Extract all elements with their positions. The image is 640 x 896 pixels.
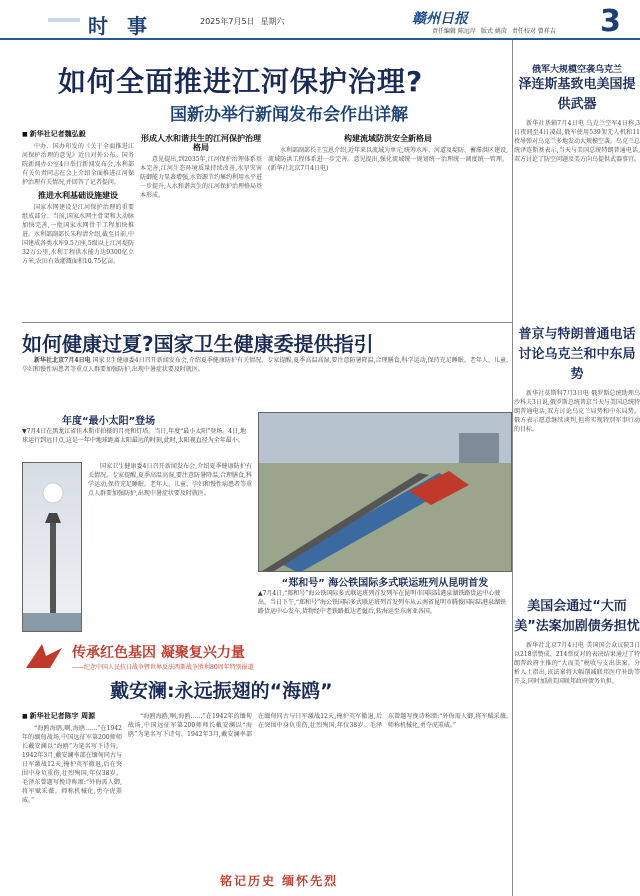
right-s1-body: 新华社基辅7月4日电 乌克兰空军4日称,3日夜间至4日凌晨,俄军使用539架无人机和11枚导弹对乌克兰多地发动大规模空袭。乌克兰总统泽连斯基表示,当天与美国总统特朗普通电话,双方讨论了防空问题及美方向乌提供武器事宜。: [514, 120, 640, 163]
right-s3-headline: 美国会通过“大而美”法案加剧债务担忧: [514, 599, 640, 634]
right-s1-headline: 泽连斯基致电美国提供武器: [518, 77, 636, 112]
story1-section-text: 国家水网建设是江河保护治理的重要组成部分。当前,国家水网主骨架和大动脉加快完善,一批国家水网骨干工程加快推进。水利部副部长朱程清介绍,截至目前,中国建成各类水库9.5万座,5级以上江河堤防32万公里,水利工程供水能力达9300亿立方米,农田有效灌溉面积10.75亿亩。: [22, 204, 134, 265]
issue-date: 2025年7月5日 星期六: [200, 17, 285, 26]
lighthouse-icon: [23, 463, 82, 632]
photo2-caption-block: [258, 574, 512, 616]
story3-headline: 戴安澜:永远振翅的“海鸥”: [110, 680, 333, 702]
story3-col1: [22, 712, 122, 868]
staff-credits: 责任编辑 陈远岸 版式 姚茵 责任校对 曾祥吉: [432, 28, 556, 35]
story1-section-title: 推进水利基础设施建设: [38, 191, 118, 200]
train-photo: [258, 412, 512, 572]
banner-title: 传承红色基因 凝聚复兴力量: [72, 645, 245, 661]
special-banner: [22, 640, 516, 672]
story2-text: 国家卫生健康委4日召开新闻发布会,介绍夏季健康防护有关情况。专家提醒,夏季高温高湿,要注意防暑降温,合理膳食,科学运动,保持充足睡眠。老年人、儿童、孕妇和慢性病患者等重点人群要加强防护,出现中暑症状要及时就医。: [22, 357, 512, 373]
banner-subtitle: ——纪念中国人民抗日战争暨世界反法西斯战争胜利80周年特别报道: [72, 664, 254, 671]
right-column: [514, 40, 640, 851]
photo2-caption: ▲7月4日,“郑和号”海公铁国际多式联运班列首发列车在昆明市国际陆港泉湖铁路货运中心驶出。当日下午,“郑和号”海公铁国际多式联运班列首发列车从云南省昆明市腾俊国际陆港泉湖铁路货运中心发车,货物经中老铁路抵达老挝后,转海运至东南亚各国。: [258, 590, 507, 615]
right-s3-body: 新华社北京7月4日电 美国国会众议院3日以218票赞成、214票反对的表决结果通过了特朗普政府主推的“大而美”税收与支出法案。分析人士指出,该法案将大幅削减联邦医疗补助等开支,同时加剧美国联邦政府债务负担。: [514, 642, 640, 685]
section-title: 时 事: [88, 10, 153, 39]
story1-col1: [22, 130, 134, 320]
right-s2-headline: 普京与特朗普通电话讨论乌克兰和中东局势: [518, 327, 636, 382]
right-s2-body: 新华社莫斯科7月3日电 俄罗斯总统助理乌沙科夫3日说,俄罗斯总统普京当天与美国总统特朗普通电话,双方讨论乌克兰局势和中东局势。俄方表示愿意继续谈判,但将实现特别军事行动的目标。: [514, 390, 640, 433]
photo1-caption: ▼7月4日在黑龙江省佳木斯市拍摄的月亮和灯塔。当日,年度“最小太阳”登场。4日,地球运行到远日点,这是一年中地球距离太阳最远的时刻,此时,太阳视直径为全年最小。: [22, 428, 247, 444]
story1-section-text: 意见提出,到2035年,江河保护治理体系基本完善,江河生态环境质量持续改善,水旱灾害防御能力显著增强,水资源节约集约利用水平进一步提升,人水和谐共生的江河保护治理格局基本形成。: [140, 156, 262, 199]
story3-byline: ■ 新华社记者陈宇 周源: [22, 712, 122, 721]
story2-cont: 国家卫生健康委4日召开新闻发布会,介绍夏季健康防护有关情况。专家提醒,夏季高温高湿,要注意防暑降温,合理膳食,科学运动,保持充足睡眠。老年人、儿童、孕妇和慢性病患者等重点人群要加强防护,出现中暑症状要及时就医。: [88, 463, 252, 497]
banner-emblem-icon: [22, 640, 66, 672]
story3-cols: “海鸥海鸥,啊,海鸥……”在1942年的缅甸战场,中国远征军第200师师长戴安澜以“海鸥”为笔名写下诗句。1942年3月,戴安澜率部在缅甸同古与日军激战12天,掩护英军撤退,后在突围中身负重伤,壮烈殉国,年仅38岁。毛泽东曾题写挽诗称颂:“外侮需人御,将军赋采薇。师称机械化,勇夺虎罴威。”: [128, 713, 512, 738]
story2-headline: 如何健康过夏?国家卫生健康委提供指引: [22, 332, 374, 356]
train-icon: [259, 413, 512, 572]
masthead: [0, 0, 640, 40]
story1-headline: 如何全面推进江河保护治理?: [58, 65, 424, 98]
divider: [22, 322, 512, 323]
photo1-title: 年度“最小太阳”登场: [62, 416, 156, 427]
story1-section-text: 水利部副部长王宝恩介绍,近年来以流域为单元,统筹水库、河道及堤防、蓄滞洪区建设,流域防洪工程体系进一步完善。意见提出,强化流域统一规划统一治理统一调度统一管理。(新华社北京7月4日电): [268, 147, 508, 172]
story1-lead: 中办、国办印发的《关于全面推进江河保护治理的意见》近日对外公布。国务院新闻办公室4日举行新闻发布会,水利部有关负责同志在会上介绍全面推进江河保护治理有关情况,并回答了记者提问。: [22, 143, 134, 186]
story1-col3: [268, 130, 508, 320]
story1-section-title: 构建流域防洪安全新格局: [344, 134, 432, 143]
story1-col2: [140, 130, 262, 320]
column-divider: [512, 40, 513, 896]
story3-text: “海鸥海鸥,啊,海鸥……”在1942年的缅甸战场,中国远征军第200师师长戴安澜以“海鸥”为笔名写下诗句。1942年3月,戴安澜率部在缅甸同古与日军激战12天,掩护英军撤退,后在突围中身负重伤,壮烈殉国,年仅38岁。毛泽东曾题写挽诗称颂:“外侮需人御,将军赋采薇。师称机械化,勇夺虎罴威。”: [22, 725, 122, 804]
story2-dateline: 新华社北京7月4日电: [34, 357, 91, 364]
photo2-title: “郑和号” 海公铁国际多式联运班列从昆明首发: [281, 578, 489, 589]
story1-subhead: 国新办举行新闻发布会作出详解: [170, 105, 408, 125]
lighthouse-photo: [22, 462, 82, 632]
paper-logo: 赣州日报: [412, 11, 468, 27]
right-s1-kicker: 俄军大规模空袭乌克兰: [531, 65, 622, 75]
story1-section-title: 形成人水和谐共生的江河保护治理格局: [141, 134, 261, 152]
story2-body: [22, 356, 512, 406]
story3-slogan: 铭记历史 缅怀先烈: [220, 874, 339, 888]
photo1-header: [22, 412, 252, 445]
page-number: 3: [600, 4, 621, 39]
story1-byline: ■ 新华社记者魏弘毅: [22, 130, 134, 139]
